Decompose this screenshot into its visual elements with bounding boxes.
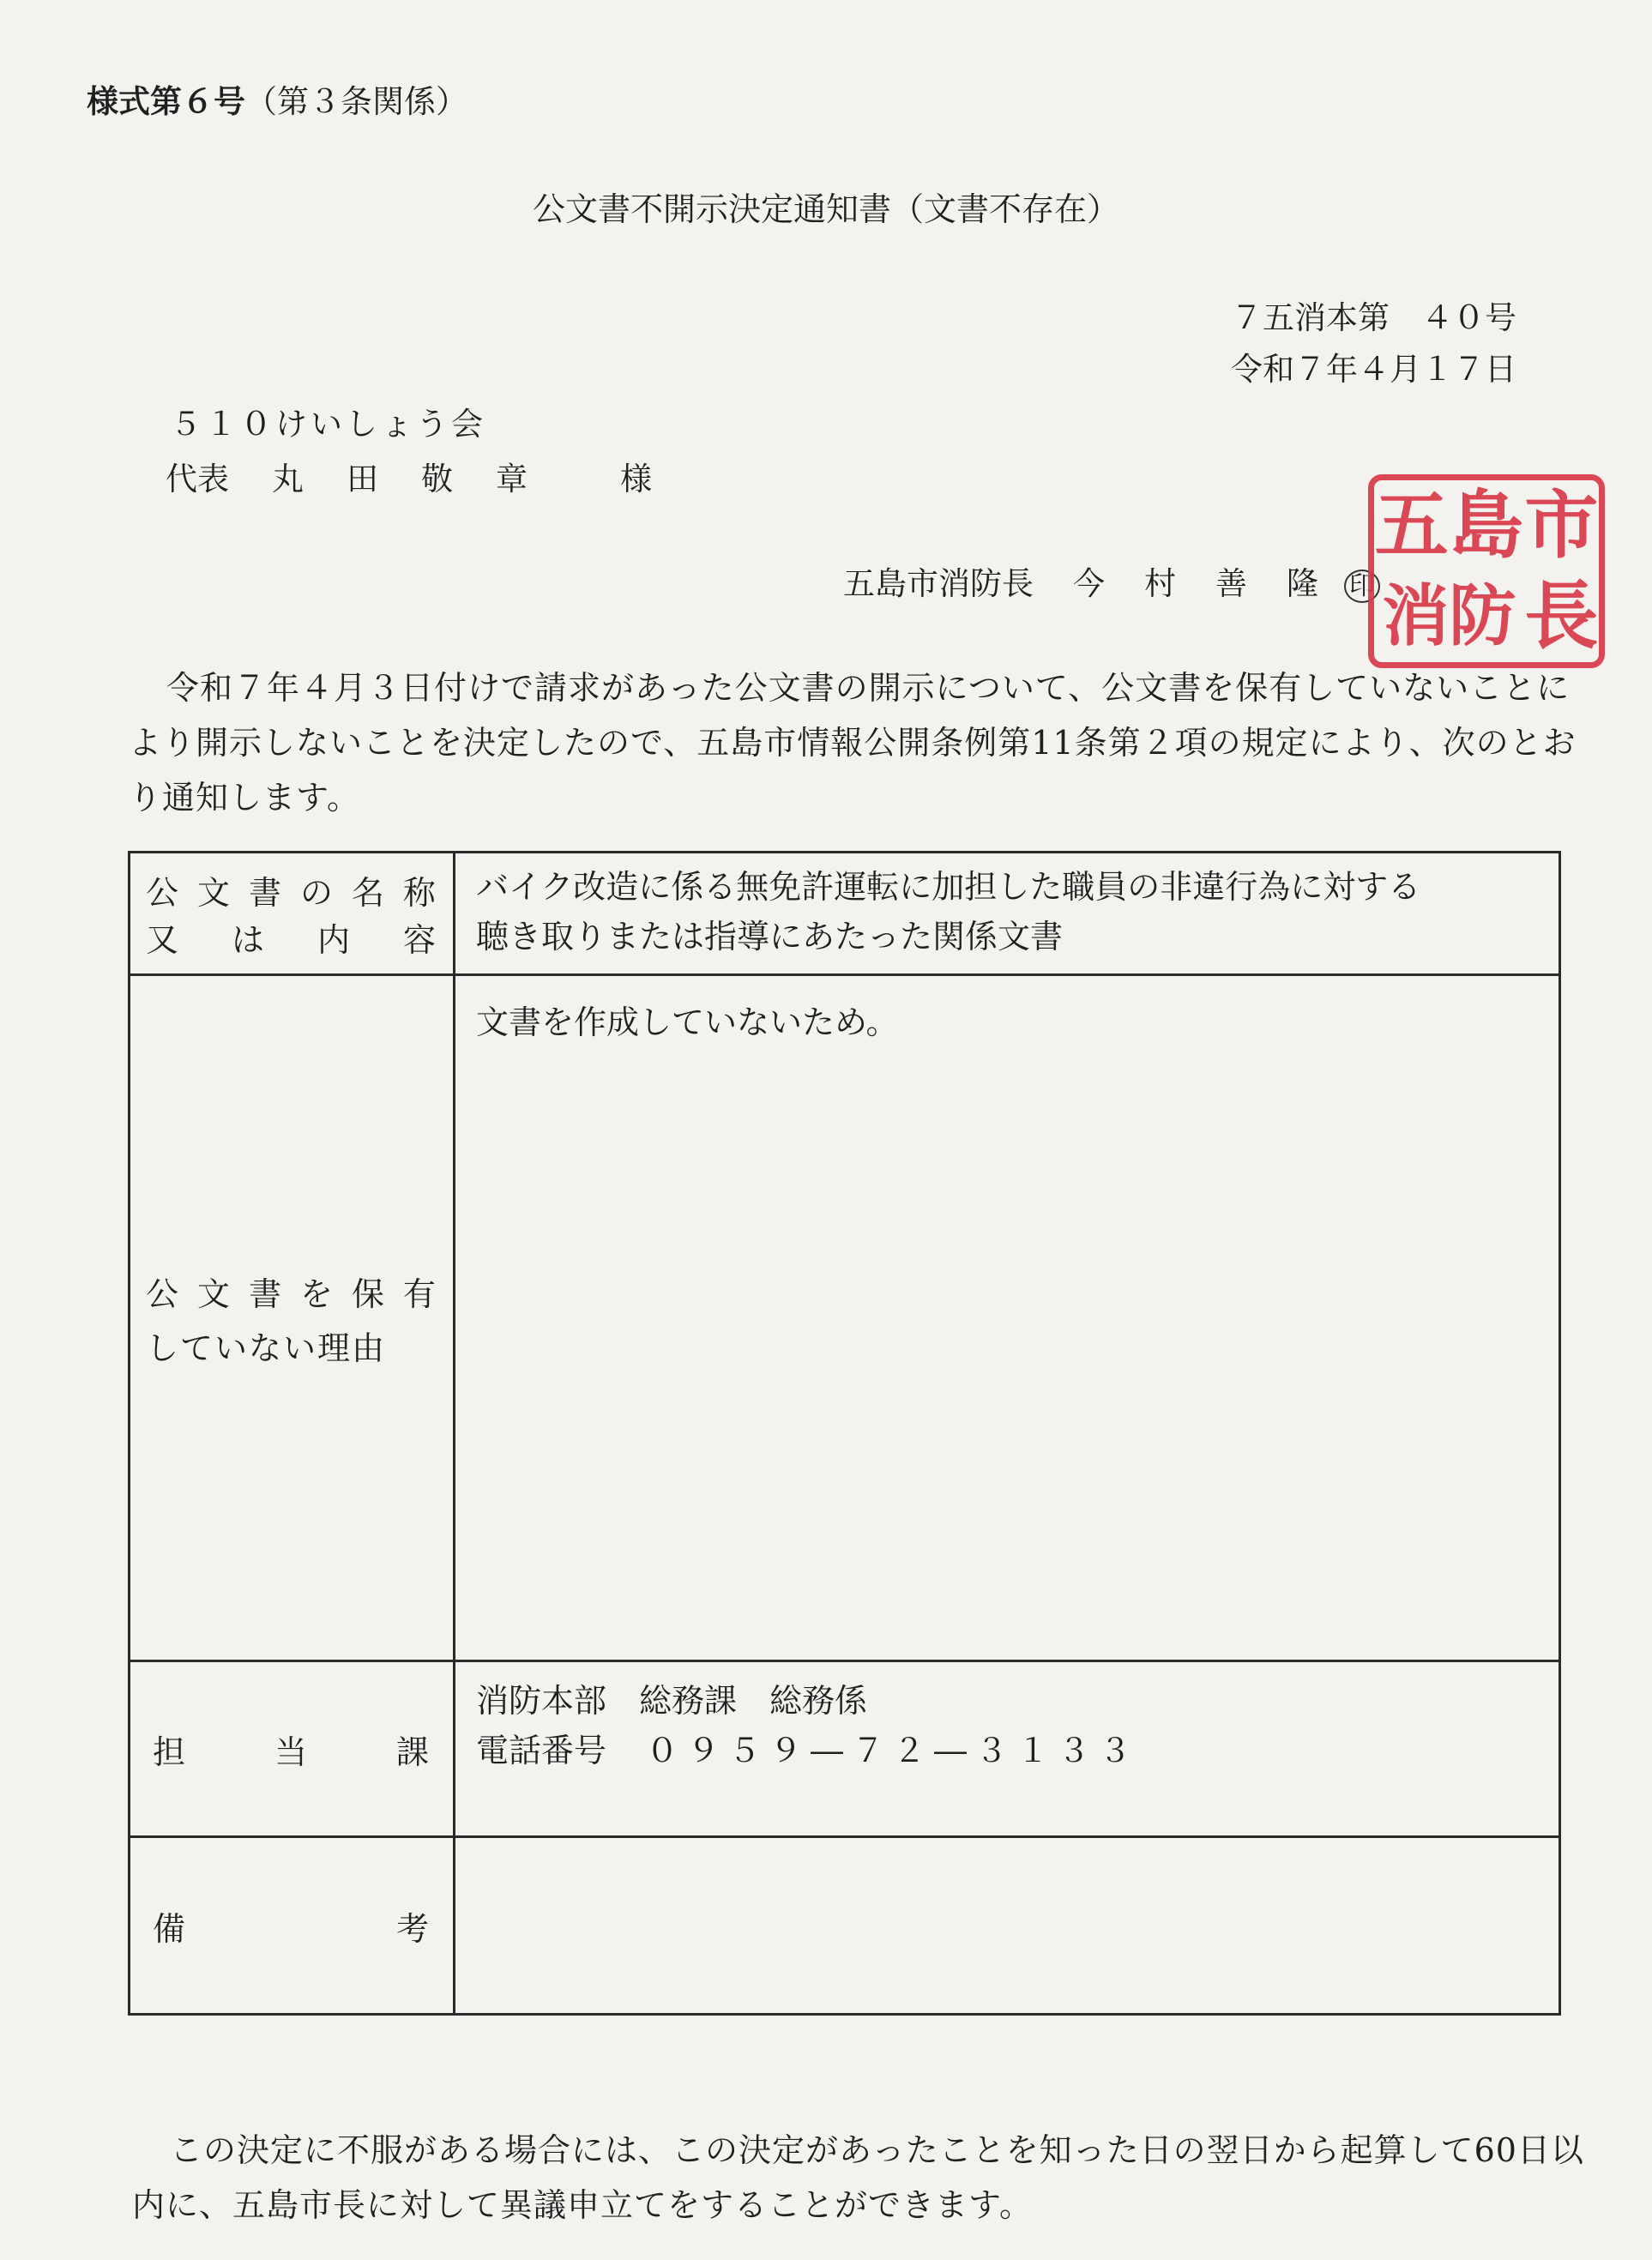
value-remarks [455, 1837, 1560, 2015]
body-paragraph: 令和７年４月３日付けで請求があった公文書の開示について、公文書を保有していないことにより開示しないことを決定したので、五島市情報公開条例第11条第２項の規定により、次のとおり通知します。 [129, 669, 1577, 817]
value-document-name [455, 853, 1560, 975]
recipient-name-char: 田 [347, 461, 378, 497]
label-char: 保 [351, 1275, 386, 1313]
label-char: 担 [153, 1733, 188, 1771]
sender-name-char: 隆 [1287, 565, 1318, 602]
label-department [130, 1661, 455, 1837]
label-char: 公 [146, 1275, 181, 1313]
label-remarks [130, 1837, 455, 2015]
label-line [146, 913, 437, 961]
label-document-name [130, 853, 455, 975]
sender-position: 五島市消防長 [843, 565, 1034, 602]
label-char: 文 [196, 874, 232, 912]
value-line: 聴き取りまたは指導にあたった関係文書 [476, 918, 1064, 955]
table-row [130, 853, 1560, 975]
form-number [87, 75, 467, 122]
department-name: 消防本部 総務課 総務係 [476, 1682, 868, 1720]
label-reason [130, 975, 455, 1661]
label-char: 称 [402, 874, 437, 912]
table-row [130, 1837, 1560, 2015]
form-number-note: （第３条関係） [245, 83, 467, 120]
form-number-main: 様式第６号 [87, 82, 245, 120]
label-char: 備 [153, 1909, 188, 1948]
value-reason [455, 975, 1560, 1661]
document-title: 公文書不開示決定通知書（文書不存在） [532, 190, 1119, 228]
label-line [146, 1268, 437, 1315]
label-char: 書 [248, 874, 283, 912]
sender-name-char: 善 [1215, 565, 1247, 602]
seal-mark: 印 [1344, 570, 1380, 603]
seal-char: 消防 [1382, 577, 1516, 655]
recipient-name-char: 丸 [272, 461, 304, 497]
label-char: 名 [351, 874, 386, 912]
label-char: 当 [274, 1733, 309, 1771]
label-line [146, 866, 437, 913]
value-line: バイク改造に係る無免許運転に加担した職員の非違行為に対する [476, 868, 1421, 906]
recipient-title: 代表 [166, 461, 229, 497]
official-seal [1368, 474, 1605, 668]
label-char: 有 [402, 1275, 437, 1313]
seal-char: 五 [1374, 482, 1449, 569]
label-char: 又 [146, 921, 181, 959]
label-char: 内 [317, 921, 352, 959]
phone-label: 電話番号 [476, 1732, 607, 1769]
label-char: 公 [146, 874, 181, 912]
label-char: を [299, 1275, 335, 1313]
remarks-text [455, 1838, 1559, 1862]
recipient-name-char: 章 [496, 461, 528, 497]
value-department [455, 1661, 1560, 1837]
department-phone [476, 1726, 1538, 1775]
recipient-honorific: 様 [620, 461, 652, 497]
seal-char: 市 [1524, 482, 1599, 569]
phone-number: ０９５９―７２―３１３３ [646, 1732, 1141, 1769]
label-char: 課 [395, 1733, 431, 1771]
reference-number: ７五消本第 ４０号 [1231, 299, 1516, 336]
disclosure-table [128, 851, 1561, 2016]
label-char: 容 [402, 921, 437, 959]
sender-line [843, 557, 1380, 604]
issue-date: 令和７年４月１７日 [1231, 351, 1516, 388]
table-row [130, 975, 1560, 1661]
label-line: していない理由 [146, 1329, 387, 1367]
sender-name-char: 村 [1144, 565, 1176, 602]
appeal-notice: この決定に不服がある場合には、この決定があったことを知った日の翌日から起算して60日以内に、五島市長に対して異議申立てをすることができます。 [132, 2131, 1584, 2224]
recipient-organization: ５１０けいしょう会 [170, 406, 486, 443]
label-line [146, 1726, 437, 1773]
label-char: の [299, 874, 335, 912]
label-line [146, 1902, 437, 1950]
label-char: 書 [248, 1275, 283, 1313]
reason-text: 文書を作成していないため。 [476, 1003, 899, 1041]
seal-char: 島 [1449, 482, 1523, 569]
seal-char: 長 [1524, 573, 1599, 660]
sender-name-char: 今 [1073, 565, 1105, 602]
label-char: は [231, 921, 266, 959]
recipient-representative [166, 453, 652, 499]
recipient-name-char: 敬 [421, 461, 453, 497]
label-char: 考 [395, 1909, 431, 1948]
table-row [130, 1661, 1560, 1837]
label-char: 文 [196, 1275, 232, 1313]
